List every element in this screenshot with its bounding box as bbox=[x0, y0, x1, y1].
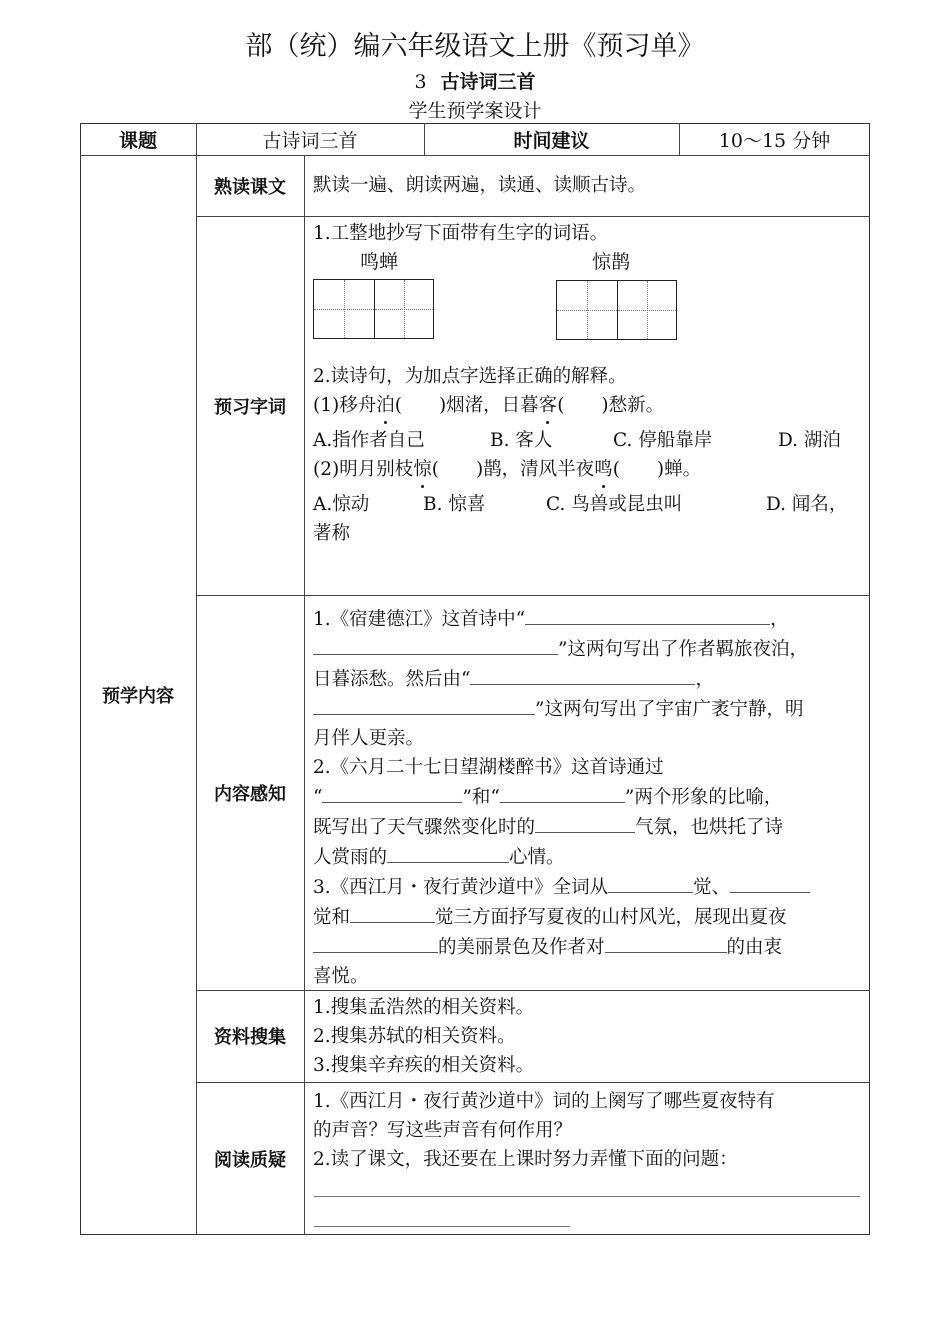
question-1: 1.《西江月・夜行黄沙道中》词的上阕写了哪些夏夜特有 bbox=[313, 1091, 775, 1112]
fill-blank[interactable] bbox=[350, 902, 435, 923]
fill-blank[interactable] bbox=[525, 604, 770, 625]
fill-blank[interactable] bbox=[605, 932, 727, 953]
dotted-char: 惊 bbox=[413, 455, 432, 484]
vocab-word-1: 鸣蝉 bbox=[360, 251, 399, 273]
topic-label: 课题 bbox=[118, 129, 157, 152]
option: A.指作者自己 bbox=[313, 430, 425, 451]
reading-instruction: 默读一遍、朗读两遍，读通、读顺古诗。 bbox=[313, 175, 647, 196]
option: D. 湖泊 bbox=[778, 430, 841, 451]
list-item: 1.搜集孟浩然的相关资料。 bbox=[313, 997, 535, 1018]
fill-blank[interactable] bbox=[608, 872, 693, 893]
time-value: 10～15 分钟 bbox=[718, 129, 831, 152]
research-label: 资料搜集 bbox=[214, 1027, 286, 1048]
option: C. 停船靠岸 bbox=[613, 430, 713, 451]
list-item: 3.搜集辛弃疾的相关资料。 bbox=[313, 1055, 535, 1076]
vocab-sentence-1: (1)移舟泊( )烟渚，日暮客( )愁新。 bbox=[313, 391, 862, 420]
fill-blank[interactable] bbox=[313, 932, 438, 953]
fill-blank[interactable] bbox=[730, 872, 810, 893]
fill-blank[interactable] bbox=[535, 812, 635, 833]
lesson-heading bbox=[0, 67, 950, 94]
content-label: 内容感知 bbox=[214, 783, 286, 805]
vocab-sentence-2: (2)明月别枝惊( )鹊，清风半夜鸣( )蝉。 bbox=[313, 455, 862, 484]
option: A.惊动 bbox=[313, 494, 370, 515]
list-item: 2.搜集苏轼的相关资料。 bbox=[313, 1026, 516, 1047]
document-subtitle: 学生预学案设计 bbox=[408, 100, 542, 122]
dotted-char: 泊 bbox=[376, 391, 395, 420]
option: B. 客人 bbox=[490, 430, 553, 451]
lesson-number: 3 bbox=[414, 71, 427, 93]
vocab-label: 预习字词 bbox=[214, 396, 286, 418]
fill-blank[interactable] bbox=[322, 782, 462, 803]
question-2: 2.读了课文，我还要在上课时努力弄懂下面的问题： bbox=[313, 1149, 738, 1170]
writing-box[interactable] bbox=[314, 280, 374, 338]
content-block: 1.《宿建德江》这首诗中“ ， ”这两句写出了作者羁旅夜泊， 日暮添愁。然后由“ ， ”这两句写出了宇宙广袤宁静，明 月伴人更亲。 2.《六月二十七日望湖楼醉书》这首诗通过 “ ”和“ ”两个形象的比喻， 既写出了天气骤然变化时的 气氛，也烘托了诗 人赏雨的 心情。 3.《西江月・夜行黄沙道中》全词从 觉、 觉和 觉三方面抒写夏夜的山村风光，展现出夏夜 的美丽景色及作者对 的由衷 喜悦。 bbox=[304, 595, 870, 990]
section-label: 预学内容 bbox=[102, 686, 174, 707]
fill-blank[interactable] bbox=[313, 634, 558, 655]
vocab-q1: 1.工整地抄写下面带有生字的词语。 bbox=[313, 223, 609, 244]
vocab-word-2: 惊鹊 bbox=[592, 251, 631, 273]
writing-grid-1[interactable] bbox=[313, 279, 434, 339]
option: C. 鸟兽或昆虫叫 bbox=[546, 494, 683, 515]
fill-blank[interactable] bbox=[470, 664, 695, 685]
document-title: 部（统）编六年级语文上册《预习单》 bbox=[245, 31, 705, 62]
fill-blank[interactable] bbox=[500, 782, 625, 803]
questions-block bbox=[304, 1082, 870, 1235]
writing-box[interactable] bbox=[617, 281, 677, 339]
vocab-q2: 2.读诗句，为加点字选择正确的解释。 bbox=[313, 366, 627, 387]
vocab-options-2-wrap: 著称 bbox=[313, 523, 351, 544]
questions-label: 阅读质疑 bbox=[214, 1149, 286, 1171]
writing-grid-2[interactable] bbox=[556, 280, 677, 340]
writing-box[interactable] bbox=[374, 280, 434, 338]
reading-text bbox=[304, 155, 870, 216]
fill-blank[interactable] bbox=[387, 842, 509, 863]
writing-box[interactable] bbox=[557, 281, 617, 339]
option: B. 惊喜 bbox=[423, 494, 486, 515]
option: D. 闻名， bbox=[766, 494, 848, 515]
lesson-name: 古诗词三首 bbox=[440, 71, 536, 93]
fill-blank[interactable] bbox=[313, 694, 535, 715]
research-block bbox=[304, 990, 870, 1082]
question-1-cont: 的声音？写这些声音有何作用？ bbox=[313, 1120, 573, 1141]
topic-value: 古诗词三首 bbox=[262, 129, 358, 152]
vocab-options-2 bbox=[313, 490, 862, 519]
time-label: 时间建议 bbox=[513, 129, 590, 152]
vocab-options-1 bbox=[313, 426, 862, 455]
answer-line[interactable] bbox=[314, 1196, 860, 1197]
vocab-q2-block bbox=[304, 362, 870, 548]
dotted-char: 客 bbox=[539, 391, 558, 420]
answer-line[interactable] bbox=[314, 1226, 570, 1227]
dotted-char: 鸣 bbox=[594, 455, 613, 484]
reading-label: 熟读课文 bbox=[214, 176, 286, 198]
